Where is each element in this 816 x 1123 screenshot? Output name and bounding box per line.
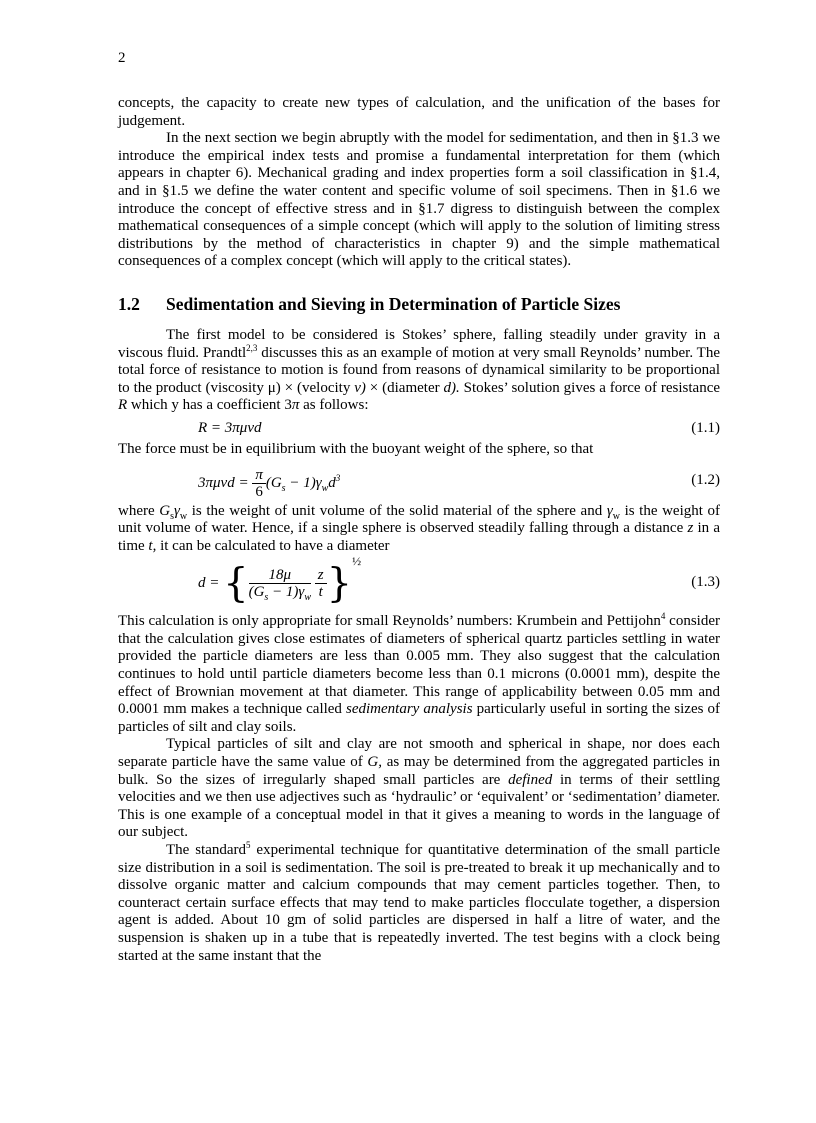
fraction-denominator [248, 584, 312, 604]
text-run: experimental technique for quantitative determination of the small particle size distribution in a soil is sedimentation. The soil is pre-treated to break it up mechanically and to dissolve organic matter and calcium compounds that may cement particles together. Then, to counteract certain surface effects that may tend to make particles flocculate together, a dispersion agent is added. About 10 gm of solid particles are dispersed in half a litre of water, and the suspension is shaken up in a tube that is repeatedly inverted. The test begins with a clock being started at the same instant that the [118, 842, 721, 964]
fraction-numerator: z [315, 567, 327, 584]
fraction-numerator: π [252, 467, 266, 484]
text-run: This calculation is only appropriate for small Reynolds’ numbers: Krumbein and Pettijohn [118, 613, 661, 630]
eq-rhs: (G [265, 474, 282, 491]
text-run: particularly useful in sorting the sizes of particles of silt and clay soils. [118, 701, 721, 735]
symbol-resistance: R [118, 397, 128, 414]
fraction-pi-over-6 [252, 467, 266, 500]
paragraph-stokes [118, 327, 720, 415]
symbol-t: t, [148, 537, 157, 554]
subscript-s: s [170, 510, 174, 522]
eq-rhs: d [328, 474, 336, 491]
paragraph-typical [118, 736, 720, 842]
page-content [118, 95, 720, 965]
symbol-velocity: v) [354, 379, 366, 396]
text-run: × (diameter [365, 379, 444, 396]
section-heading [118, 293, 720, 315]
reference-krumbein: 4 [660, 611, 666, 622]
equation-1-2-number: (1.2) [691, 471, 720, 488]
equation-1-3 [118, 554, 720, 611]
symbol-pi: π [291, 397, 300, 414]
paragraph-where [118, 503, 720, 556]
den-part: − 1)γ [268, 584, 305, 601]
subscript-w: w [321, 482, 329, 494]
text-run: is the weight of unit volume of the solid material of the sphere and [187, 502, 607, 519]
superscript-3: 3 [335, 472, 341, 483]
equation-1-2 [118, 461, 720, 501]
text-run: The standard [166, 842, 247, 858]
page-number: 2 [118, 50, 126, 66]
fraction-z-over-t [315, 567, 327, 600]
symbol-gamma: γ [174, 502, 180, 519]
text-run: is the weight of unit volume of water. Hence, if a single sphere is observed steadily falling through a distance [118, 502, 720, 537]
symbol-diameter: d). [443, 379, 460, 396]
emphasis-sedimentary-analysis: sedimentary analysis [346, 701, 473, 718]
paragraph-buoyant: The force must be in equilibrium with the buoyant weight of the sphere, so that [118, 440, 594, 457]
fraction-denominator: t [318, 584, 323, 601]
right-brace: } [326, 560, 353, 607]
subscript-s: s [264, 592, 269, 604]
subscript-s: s [281, 482, 286, 494]
fraction-denominator: 6 [255, 483, 263, 500]
text-run: Stokes’ solution gives a force of resistance [459, 379, 721, 396]
exponent-half: ½ [352, 554, 362, 569]
symbol-z: z [687, 520, 694, 537]
equation-1-1-number: (1.1) [691, 419, 720, 436]
equation-1-2-expression [198, 467, 340, 500]
text-run: where [118, 502, 160, 519]
emphasis-defined: defined [508, 771, 553, 788]
text-run: in a time [118, 520, 720, 554]
paragraph-standard [118, 842, 720, 965]
section-title: Sedimentation and Sieving in Determination of Particle Sizes [166, 293, 621, 314]
subscript-w: w [179, 510, 188, 522]
text-run: which y has a coefficient 3 [127, 397, 292, 414]
text-run: as may be determined from the aggregated particles in bulk. So the sizes of irregularly shaped small particles are [118, 754, 720, 788]
equation-1-1-expression: R = 3πμvd [198, 419, 262, 436]
fraction-18mu [248, 567, 312, 604]
text-run: consider that the calculation gives close estimates of diameters of spherical quartz particles settling in water provided the particle diameters are less than 0.005 mm. They also suggest that the calculation continues to hold until particle diameters become less than 0.1 microns (0.0001 mm), despite the effect of Brownian movement at that diameter. This range of applicability between 0.05 mm and 0.0001 mm makes a technique called [118, 613, 720, 718]
equation-1-3-number: (1.3) [691, 574, 720, 591]
subscript-w: w [304, 592, 312, 604]
paragraph-reynolds [118, 613, 720, 736]
symbol-gs: G [159, 502, 171, 519]
equation-1-1 [118, 417, 720, 439]
reference-standard: 5 [246, 840, 251, 850]
symbol-gamma: γ [606, 502, 613, 519]
equation-1-3-expression [198, 554, 362, 607]
fraction-numerator: 18μ [249, 567, 311, 584]
paragraph-next-section: In the next section we begin abruptly with the model for sedimentation, and then in §1.3 we introduce the empirical index tests and promise a fundamental interpretation for them (which appears in chapter 6). Mechanical grading and index properties form a soil classification in §1.4, and in §1.5 we define the water content and specific volume of soil specimens. Then in §1.6 we introduce the concept of effective stress and in §1.7 digress to distinguish between the complex mathematical consequences of a simple concept (which will apply to the solution of limiting stress distributions by the method of characteristics in chapter 9) and the simple mathematical consequences of a complex concept (which will apply to the critical states). [118, 130, 720, 270]
text-run: it can be calculated to have a diameter [156, 537, 390, 554]
subscript-w: w [612, 510, 620, 522]
text-run: The first model to be considered is Stokes’ sphere, falling steadily under gravity in a viscous fluid. Prandtl [118, 326, 720, 361]
den-part: (G [248, 584, 265, 601]
text-run: Typical particles of silt and clay are not smooth and spherical in shape, nor does each separate particle have the same value of [118, 736, 720, 771]
eq-rhs: − 1)γ [285, 474, 322, 491]
reference-prandtl: 2,3 [246, 342, 258, 353]
eq-lhs: d = [198, 575, 224, 592]
text-run: as follows: [299, 397, 369, 414]
section-number: 1.2 [118, 293, 140, 314]
symbol-g: G, [367, 754, 383, 771]
left-brace: { [223, 560, 249, 607]
paragraph-intro-tail: concepts, the capacity to create new types of calculation, and the unification of the bases for judgement. [118, 95, 720, 129]
text-run: discusses this as an example of motion at very small Reynolds’ number. The total force of resistance to motion is found from reasons of dynamical similarity to be proportional to the product (viscosity μ) × (velocity [118, 344, 720, 396]
text-run: in terms of their settling velocities and we then use adjectives such as ‘hydraulic’ or ‘equivalent’ or ‘sedimentation’ diameter. This is one example of a conceptual model in that it gives a meaning to words in the language of our subject. [118, 771, 721, 841]
eq-lhs: 3πμvd = [198, 474, 253, 491]
